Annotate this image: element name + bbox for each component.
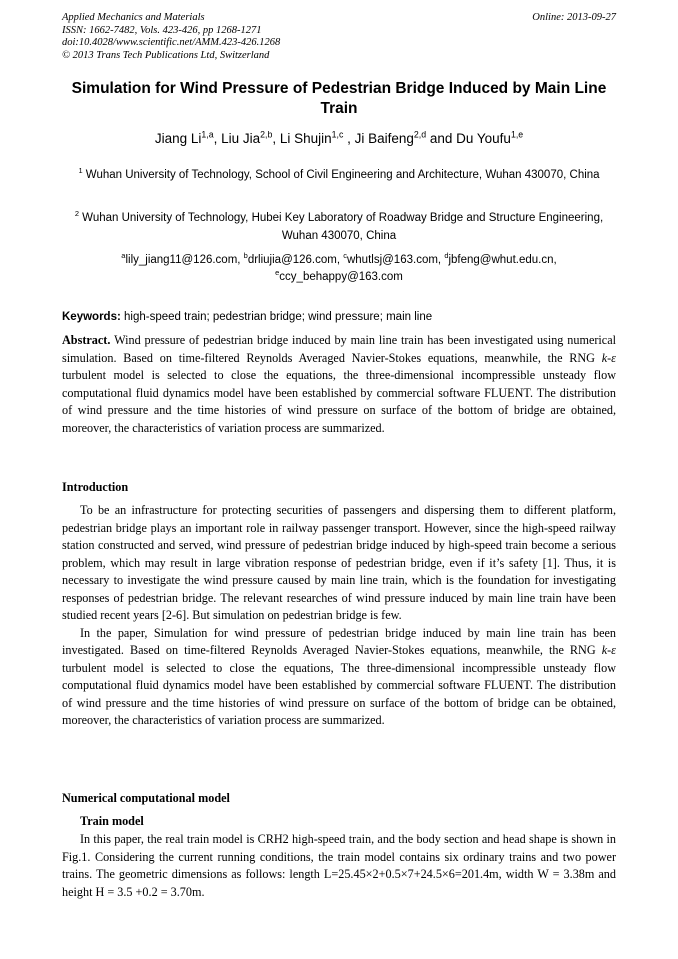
copyright-line: © 2013 Trans Tech Publications Ltd, Switzerland — [62, 49, 270, 61]
paragraph: To be an infrastructure for protecting securities of passengers and dispersing them to different platform, pedestrian bridge plays an important role in railway passenger transport. However, since the high-speed railway station constructed and served, wind pressure of pedestrian bridge induced by high-speed train become a serious problem, which may result in large vibration response of pedestrian bridge, even if it’s safety [1]. Thus, it is necessary to investigate the wind pressure caused by main line train, which is the foundation for investigating responses of pedestrian bridge. The relevant researches of wind pressure induced by main line train have been studied recent years [2-6]. But simulation on pedestrian bridge is few. — [62, 503, 616, 622]
author-list — [62, 130, 616, 148]
section-heading-numerical-model: Numerical computational model — [62, 791, 230, 805]
email: $^b$drliujia@126.com, — [243, 251, 344, 266]
paragraph: In the paper, Simulation for wind pressure of pedestrian bridge induced by main line train has been investigated. Based on time-filtered Reynolds Averaged Navier-Stokes equations, meanwhile, the RNG k-ε turbulent model is selected to close the equations, The three-dimensional incompressible unsteady flow computational fluid dynamics model have been established by commercial software FLUENT. The distribution of wind pressure and the time histories of wind pressure on surface of the bottom of bridge can be obtained, moreover, the characteristics of variation process are summarized. — [62, 625, 616, 727]
email-list — [62, 252, 616, 286]
abstract-label: Abstract. — [62, 333, 111, 347]
keywords-label: Keywords: — [62, 311, 121, 323]
email: $^c$whutlsj@163.com, — [343, 251, 445, 266]
affiliation-1: $^1$ Wuhan University of Technology, School of Civil Engineering and Architecture, Wuhan 430070, China — [78, 166, 600, 181]
author: Ji Baifeng$^{2,d}$ and — [354, 129, 457, 146]
author: Du Youfu$^{1,e}$ — [456, 129, 524, 146]
doi-line: doi:10.4028/www.scientific.net/AMM.423-426.1268 — [62, 37, 281, 48]
issn-line: ISSN: 1662-7482, Vols. 423-426, pp 1268-1271 — [62, 24, 262, 36]
subsection-heading-train-model: Train model — [80, 814, 144, 828]
online-date: Online: 2013-09-27 — [532, 12, 616, 23]
author: Jiang Li$^{1,a}$, — [154, 129, 222, 146]
email: $^e$ccy_behappy@163.com — [275, 268, 403, 283]
abstract: Abstract. Wind pressure of pedestrian bridge induced by main line train has been investigated using numerical simulation. Based on time-filtered Reynolds Averaged Navier-Stokes equations, meanwhile, the RNG k-ε turbulent model is selected to close the equations, the three-dimensional incompressible unsteady flow computational fluid dynamics model have been established by commercial software FLUENT. The distribution of wind pressure and the time histories of wind pressure on surface of the bottom of bridge are obtained, moreover, the characteristics of variation process are summarized. — [62, 333, 617, 435]
keywords — [62, 309, 616, 325]
paper-title: Simulation for Wind Pressure of Pedestrian Bridge Induced by Main Line Train — [71, 80, 607, 117]
train-model-body — [62, 831, 616, 901]
keywords-text: high-speed train; pedestrian bridge; wind pressure; main line — [124, 311, 433, 323]
affiliation-2: $^2$ Wuhan University of Technology, Hubei Key Laboratory of Roadway Bridge and Structure Engineering, Wuhan 430070, China — [74, 209, 604, 242]
email: $^a$lily_jiang11@126.com, — [121, 251, 244, 266]
section-heading-introduction: Introduction — [62, 480, 129, 494]
email: $^d$jbfeng@whut.edu.cn, — [444, 251, 557, 266]
author: Li Shujin$^{1,c}$ , — [279, 129, 355, 146]
author: Liu Jia$^{2,b}$, — [221, 129, 280, 146]
paragraph: In this paper, the real train model is CRH2 high-speed train, and the body section and head shape is shown in Fig.1. Considering the current running conditions, the train model contains six ordinary trains and two power trains. The geometric dimensions as follows: length L=25.45×2+0.5×7+24.5×6=201.4m, width W = 3.38m and height H = 3.5 +0.2 = 3.70m. — [62, 832, 616, 899]
journal-header — [62, 12, 280, 62]
journal-name: Applied Mechanics and Materials — [62, 12, 205, 23]
introduction-body — [62, 502, 616, 730]
